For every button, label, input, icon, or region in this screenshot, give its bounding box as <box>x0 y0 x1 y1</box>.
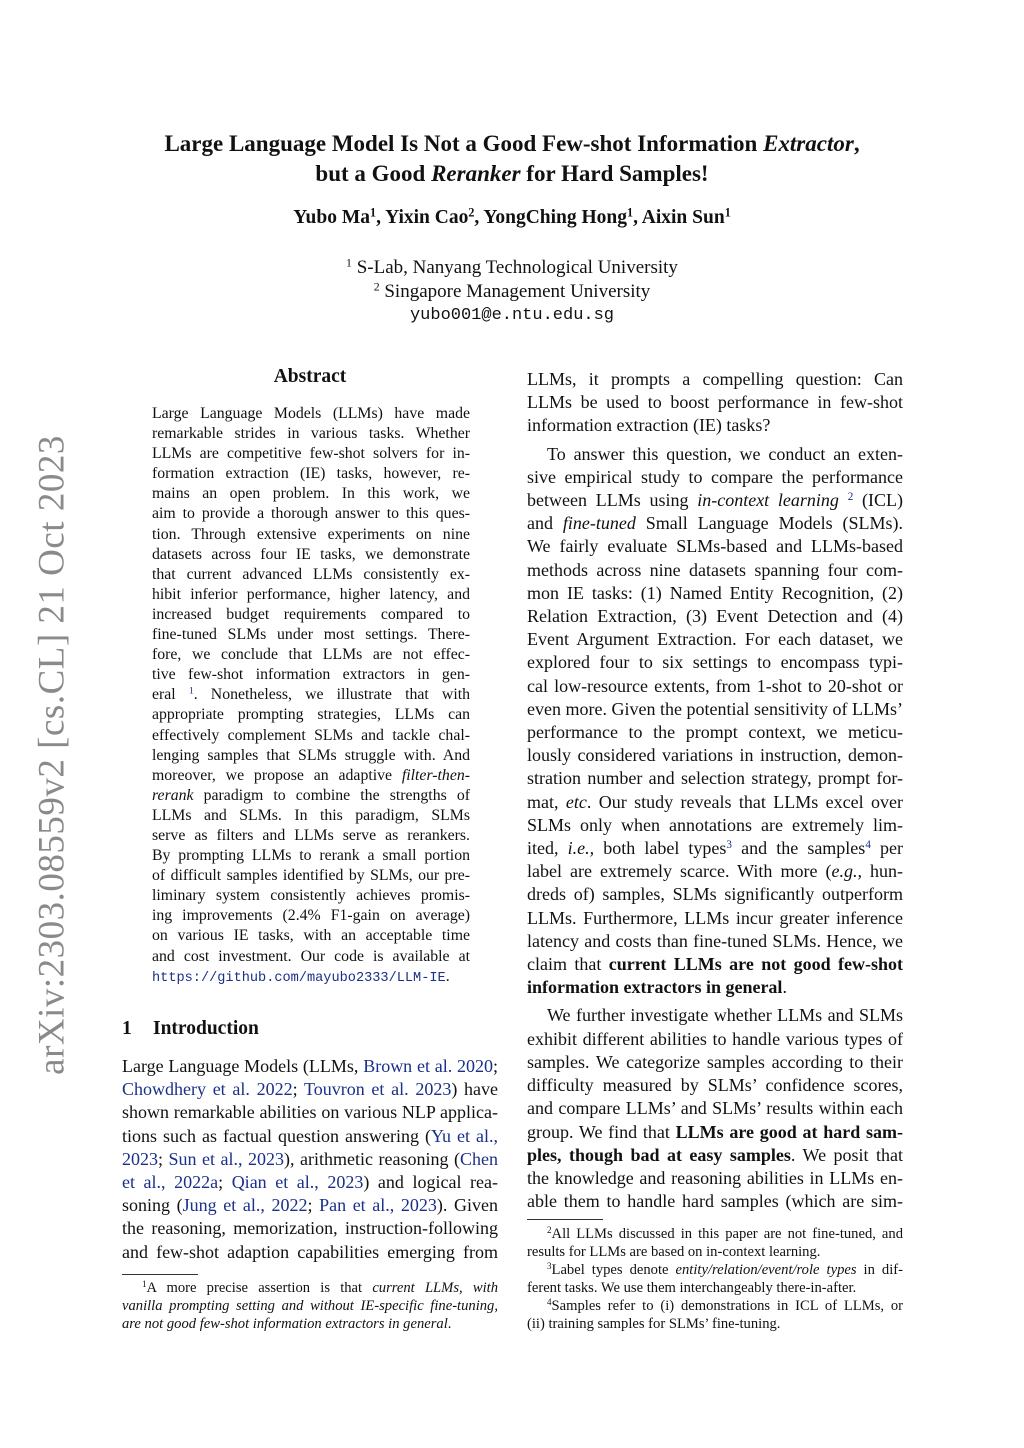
abstract-line: increased budget requirements compared to <box>152 605 470 623</box>
abstract-line <box>152 786 470 806</box>
body-line: difficulty measured by SLMs’ confidence scores, <box>527 1075 903 1096</box>
body-line <box>527 489 903 512</box>
body-line: LLMs be used to boost performance in few-shot <box>527 392 903 413</box>
title-text: but a Good <box>315 161 432 186</box>
abstract-line: on various IE tasks, with an acceptable time <box>152 927 470 945</box>
abstract-line: lenging samples that SLMs struggle with. And <box>152 746 470 764</box>
author-affil-mark: 2 <box>468 205 475 220</box>
author-name: Yubo Ma <box>293 207 371 228</box>
footnote-line <box>527 1261 903 1279</box>
title-comma: , <box>853 131 860 156</box>
footnote-line <box>527 1297 903 1315</box>
footnote-line: results for LLMs are based on in-context learning. <box>527 1244 821 1260</box>
footnote-ref-3[interactable]: 3 <box>726 838 732 851</box>
contact-email[interactable]: yubo001@e.ntu.edu.sg <box>409 306 615 325</box>
author-list <box>100 205 924 231</box>
body-line: mon IE tasks: (1) Named Entity Recognition, (2) <box>527 582 903 603</box>
paper-title <box>100 129 924 189</box>
body-line: explored four to six settings to encompass typi- <box>527 652 903 673</box>
author-affil-mark: 1 <box>724 205 731 220</box>
footnote-line <box>122 1297 498 1315</box>
abstract-line <box>152 766 470 786</box>
abstract-line: By prompting LLMs to rerank a small portion <box>152 847 470 865</box>
text-run: ), arithmetic reasoning ( <box>284 1148 460 1169</box>
author <box>385 207 474 228</box>
footnote-line <box>122 1279 498 1297</box>
text-run: mat, <box>527 791 566 812</box>
body-line <box>527 976 903 999</box>
bold-finding: LLMs are good at hard sam- <box>675 1121 903 1142</box>
citation-link[interactable]: Sun et al., 2023 <box>168 1148 285 1169</box>
italic-term: e.g., <box>831 861 862 882</box>
abstract-line: mains an open problem. In this work, we <box>152 485 470 503</box>
text-run: . <box>782 977 787 998</box>
abstract-line: formation extraction (IE) tasks, however, re- <box>152 465 470 483</box>
text-run: paradigm to combine the strengths of <box>193 786 470 804</box>
right-column-body <box>527 368 903 1213</box>
title-text: for Hard Samples! <box>520 161 709 186</box>
italic-text: vanilla prompting setting and without IE-specific fine-tuning, <box>122 1298 498 1314</box>
body-line: able them to handle hard samples (which are sim- <box>527 1191 903 1212</box>
text-run: All LLMs discussed in this paper are not fine-tuned, and <box>551 1226 903 1242</box>
abstract-line: fore, we conclude that LLMs are not effec- <box>152 646 470 664</box>
text-run: ; <box>292 1079 304 1100</box>
abstract-line: effectively complement SLMs and tackle chal- <box>152 726 470 744</box>
author <box>293 207 376 228</box>
section-title: Introduction <box>153 1018 259 1039</box>
body-line: samples. We categorize samples according to their <box>527 1051 903 1072</box>
body-line: methods across nine datasets spanning four com- <box>527 559 903 580</box>
italic-term: fine-tuned <box>562 513 636 534</box>
text-run: claim that <box>527 954 609 975</box>
body-line: To answer this question, we conduct an exten- <box>547 443 903 464</box>
footnote-mark: 1 <box>142 1279 147 1290</box>
text-run: . <box>445 967 450 985</box>
introduction-paragraph <box>122 1055 498 1264</box>
text-run: A more precise assertion is that <box>146 1280 373 1296</box>
citation-link[interactable]: Pan et al., 2023 <box>319 1195 437 1216</box>
text-run: Label types denote <box>551 1262 676 1278</box>
author-affil-mark: 1 <box>627 205 634 220</box>
italic-term: i.e., <box>567 838 595 859</box>
author-name: Yixin Cao <box>385 207 469 228</box>
citation-link[interactable]: Qian et al., 2023 <box>231 1172 364 1193</box>
italic-text: entity/relation/event/role types <box>675 1262 857 1278</box>
footnote-line: (ii) training samples for SLMs’ fine-tuning. <box>527 1316 781 1332</box>
body-line: information extraction (IE) tasks? <box>527 415 771 436</box>
body-line <box>527 1121 903 1144</box>
abstract-line: tion. Through extensive experiments on nine <box>152 525 470 543</box>
author <box>642 207 731 228</box>
body-line: sive empirical study to compare the performance <box>527 466 903 487</box>
text-run: label are extremely scarce. With more ( <box>527 861 832 882</box>
italic-term: in-context learning <box>697 490 839 511</box>
author-name: YongChing Hong <box>483 207 628 228</box>
text-run: hun- <box>861 861 903 882</box>
text-run: ) and logical rea- <box>363 1172 498 1193</box>
section-heading-introduction <box>122 1018 259 1040</box>
body-line: Relation Extraction, (3) Event Detection and (4) <box>527 606 903 627</box>
body-line: We fairly evaluate SLMs-based and LLMs-based <box>527 536 903 557</box>
abstract-line: hibit inferior performance, higher latency, and <box>152 585 470 603</box>
footnote-line: ferent tasks. We use them interchangeably there-in-after. <box>527 1280 857 1296</box>
body-line <box>527 837 903 860</box>
text-run: in dif- <box>856 1262 903 1278</box>
author <box>483 207 633 228</box>
author-separator: , <box>633 207 642 228</box>
text-run: ) have <box>451 1079 498 1100</box>
abstract-line: aim to provide a thorough answer to this ques- <box>152 505 470 523</box>
italic-term: rerank <box>152 786 194 804</box>
body-line: dreds of) samples, SLMs significantly outperform <box>527 884 903 905</box>
citation-link[interactable]: Touvron et al. 2023 <box>303 1079 452 1100</box>
citation-link[interactable]: Brown et al. 2020 <box>363 1056 493 1076</box>
abstract-line: Large Language Models (LLMs) have made <box>152 405 470 422</box>
text-run: . <box>447 1316 452 1332</box>
text-run: Large Language Models (LLMs, <box>122 1056 364 1076</box>
body-line: lously considered variations in instruction, demon- <box>527 745 903 766</box>
body-line: stration number and selection strategy, prompt for- <box>527 768 903 789</box>
title-line-1 <box>100 129 924 159</box>
abstract-line: LLMs are competitive few-shot solvers for in- <box>152 445 470 463</box>
footnote-mark: 2 <box>547 1225 552 1236</box>
footnote-rule <box>527 1219 603 1220</box>
body-line <box>122 1055 498 1078</box>
abstract-line: datasets across four IE tasks, we demonstrate <box>152 545 470 563</box>
footnote-line <box>527 1225 903 1243</box>
code-repository-link[interactable]: https://github.com/mayubo2333/LLM-IE <box>152 970 446 986</box>
body-line: cal low-resource extents, from 1-shot to 20-shot or <box>527 675 903 696</box>
bold-claim: information extractors in general <box>527 977 783 998</box>
abstract-line: remarkable strides in various tasks. Whether <box>152 425 470 443</box>
body-line: performance to the prompt context, we meticu- <box>527 722 903 743</box>
body-line <box>122 1194 498 1217</box>
body-line <box>122 1148 498 1171</box>
affiliation <box>100 256 924 280</box>
body-line: LLMs. Furthermore, LLMs incur greater inference <box>527 907 903 928</box>
text-run: per <box>870 838 903 859</box>
body-line: and compare LLMs’ and SLMs’ results within each <box>527 1098 903 1119</box>
text-run: ited, <box>527 838 568 859</box>
footnote-ref-1[interactable]: 1 <box>188 685 194 697</box>
body-line <box>122 1125 498 1148</box>
citation-link[interactable]: et al., 2022a <box>122 1172 219 1193</box>
body-line: even more. Given the potential sensitivity of LLMs’ <box>527 698 903 719</box>
abstract-line: that current advanced LLMs consistently ex- <box>152 565 470 583</box>
abstract-line <box>152 685 470 705</box>
abstract-line: liminary system consistently achieves promis- <box>152 887 470 905</box>
abstract-line: ing improvements (2.4% F1-gain on average) <box>152 907 470 925</box>
body-line: SLMs only when annotations are extremely lim- <box>527 814 903 835</box>
body-line <box>122 1078 498 1101</box>
text-run: and the samples <box>732 838 866 859</box>
text-run: ; <box>307 1195 320 1216</box>
text-run: tions such as factual question answering ( <box>122 1125 431 1146</box>
italic-term: etc <box>565 791 587 812</box>
text-run: ; <box>492 1056 498 1076</box>
author-separator: , <box>376 207 386 228</box>
text-run: ). Given <box>436 1195 499 1216</box>
italic-text: current LLMs, with <box>372 1280 498 1296</box>
citation-link[interactable]: 2023 <box>122 1148 158 1169</box>
arxiv-identifier-stamp <box>24 435 80 1075</box>
affiliation-mark: 2 <box>373 280 380 294</box>
footnote-mark: 4 <box>547 1297 552 1308</box>
footnote-1 <box>122 1279 498 1333</box>
body-line <box>527 1144 903 1167</box>
abstract-line: of difficult samples identified by SLMs, our pre- <box>152 867 470 885</box>
abstract-line: LLMs and SLMs. In this paradigm, SLMs <box>152 806 470 824</box>
body-line: Event Argument Extraction. For each dataset, we <box>527 629 903 650</box>
affiliation-name: S-Lab, Nanyang Technological University <box>356 257 678 278</box>
italic-text: are not good few-shot information extractors in general <box>122 1316 448 1332</box>
body-line: the knowledge and reasoning abilities in LLMs en- <box>527 1167 903 1188</box>
abstract-line: fine-tuned SLMs under most settings. There- <box>152 626 470 644</box>
citation-link[interactable]: Chen <box>460 1148 498 1169</box>
footnotes-right <box>527 1225 903 1333</box>
text-run: group. We find that <box>527 1121 676 1142</box>
arxiv-stamp-text: arXiv:2303.08559v2 [cs.CL] 21 Oct 2023 <box>31 435 73 1075</box>
text-run: . Our study reveals that LLMs excel over <box>586 791 903 812</box>
abstract-line: serve as filters and LLMs serve as rerankers. <box>152 826 470 844</box>
text-run: ; <box>218 1172 232 1193</box>
citation-link[interactable]: Chowdhery et al. 2022 <box>122 1079 293 1100</box>
affiliations <box>100 256 924 328</box>
title-line-2 <box>100 159 924 189</box>
body-line <box>122 1171 498 1194</box>
title-italic-reranker: Reranker <box>431 161 521 186</box>
abstract-line: tive few-shot information extractors in gen- <box>152 666 470 684</box>
footnote-line <box>122 1315 498 1333</box>
title-text: Large Language Model Is Not a Good Few-shot Information <box>164 131 764 156</box>
text-run: Samples refer to (i) demonstrations in ICL of LLMs, or <box>551 1298 903 1314</box>
section-number: 1 <box>122 1018 132 1039</box>
body-line: We further investigate whether LLMs and SLMs <box>547 1005 903 1026</box>
affiliation-name: Singapore Management University <box>384 281 651 302</box>
text-run: eral <box>152 686 189 704</box>
citation-link[interactable]: Yu et al., <box>431 1125 499 1146</box>
body-line <box>527 512 903 535</box>
abstract-line <box>152 967 470 989</box>
body-line: latency and costs than fine-tuned SLMs. Hence, we <box>527 930 903 951</box>
italic-term: filter-then- <box>401 766 470 784</box>
affiliation-mark: 1 <box>346 256 352 270</box>
body-line <box>527 791 903 814</box>
text-run: between LLMs using <box>527 490 698 511</box>
author-separator: , <box>474 207 484 228</box>
bold-claim: current LLMs are not good few-shot <box>608 954 903 975</box>
body-line: LLMs, it prompts a compelling question: Can <box>527 369 903 389</box>
body-line: shown remarkable abilities on various NLP applica- <box>122 1102 498 1123</box>
text-run: . We posit that <box>790 1144 904 1165</box>
citation-link[interactable]: Jung et al., 2022 <box>182 1195 308 1216</box>
body-line: the reasoning, memorization, instruction-following <box>122 1218 498 1239</box>
abstract-body <box>152 404 470 989</box>
title-italic-extractor: Extractor <box>763 131 854 156</box>
text-run: Small Language Models (SLMs). <box>635 513 903 534</box>
text-run: and <box>527 513 563 534</box>
author-affil-mark: 1 <box>370 205 377 220</box>
bold-finding: ples, though bad at easy samples <box>527 1144 791 1165</box>
text-run: (ICL) <box>853 490 903 511</box>
text-run: soning ( <box>122 1195 183 1216</box>
text-run: both label types <box>594 838 727 859</box>
body-line: exhibit different abilities to handle various types of <box>527 1028 903 1049</box>
abstract-heading: Abstract <box>273 366 347 387</box>
footnote-mark: 3 <box>547 1261 552 1272</box>
footnote-ref-2[interactable]: 2 <box>847 490 854 503</box>
body-line: and few-shot adaption capabilities emerging from <box>122 1241 498 1262</box>
affiliation <box>100 280 924 304</box>
body-line <box>527 860 903 883</box>
text-run: moreover, we propose an adaptive <box>152 766 402 784</box>
abstract-line: and cost investment. Our code is available at <box>152 947 470 965</box>
abstract-line: appropriate prompting strategies, LLMs can <box>152 706 470 724</box>
footnote-ref-4[interactable]: 4 <box>865 838 871 851</box>
text-run: ; <box>158 1148 169 1169</box>
body-line <box>527 953 903 976</box>
footnote-rule <box>122 1274 198 1275</box>
author-name: Aixin Sun <box>641 207 725 228</box>
text-run: . Nonetheless, we illustrate that with <box>193 686 471 704</box>
